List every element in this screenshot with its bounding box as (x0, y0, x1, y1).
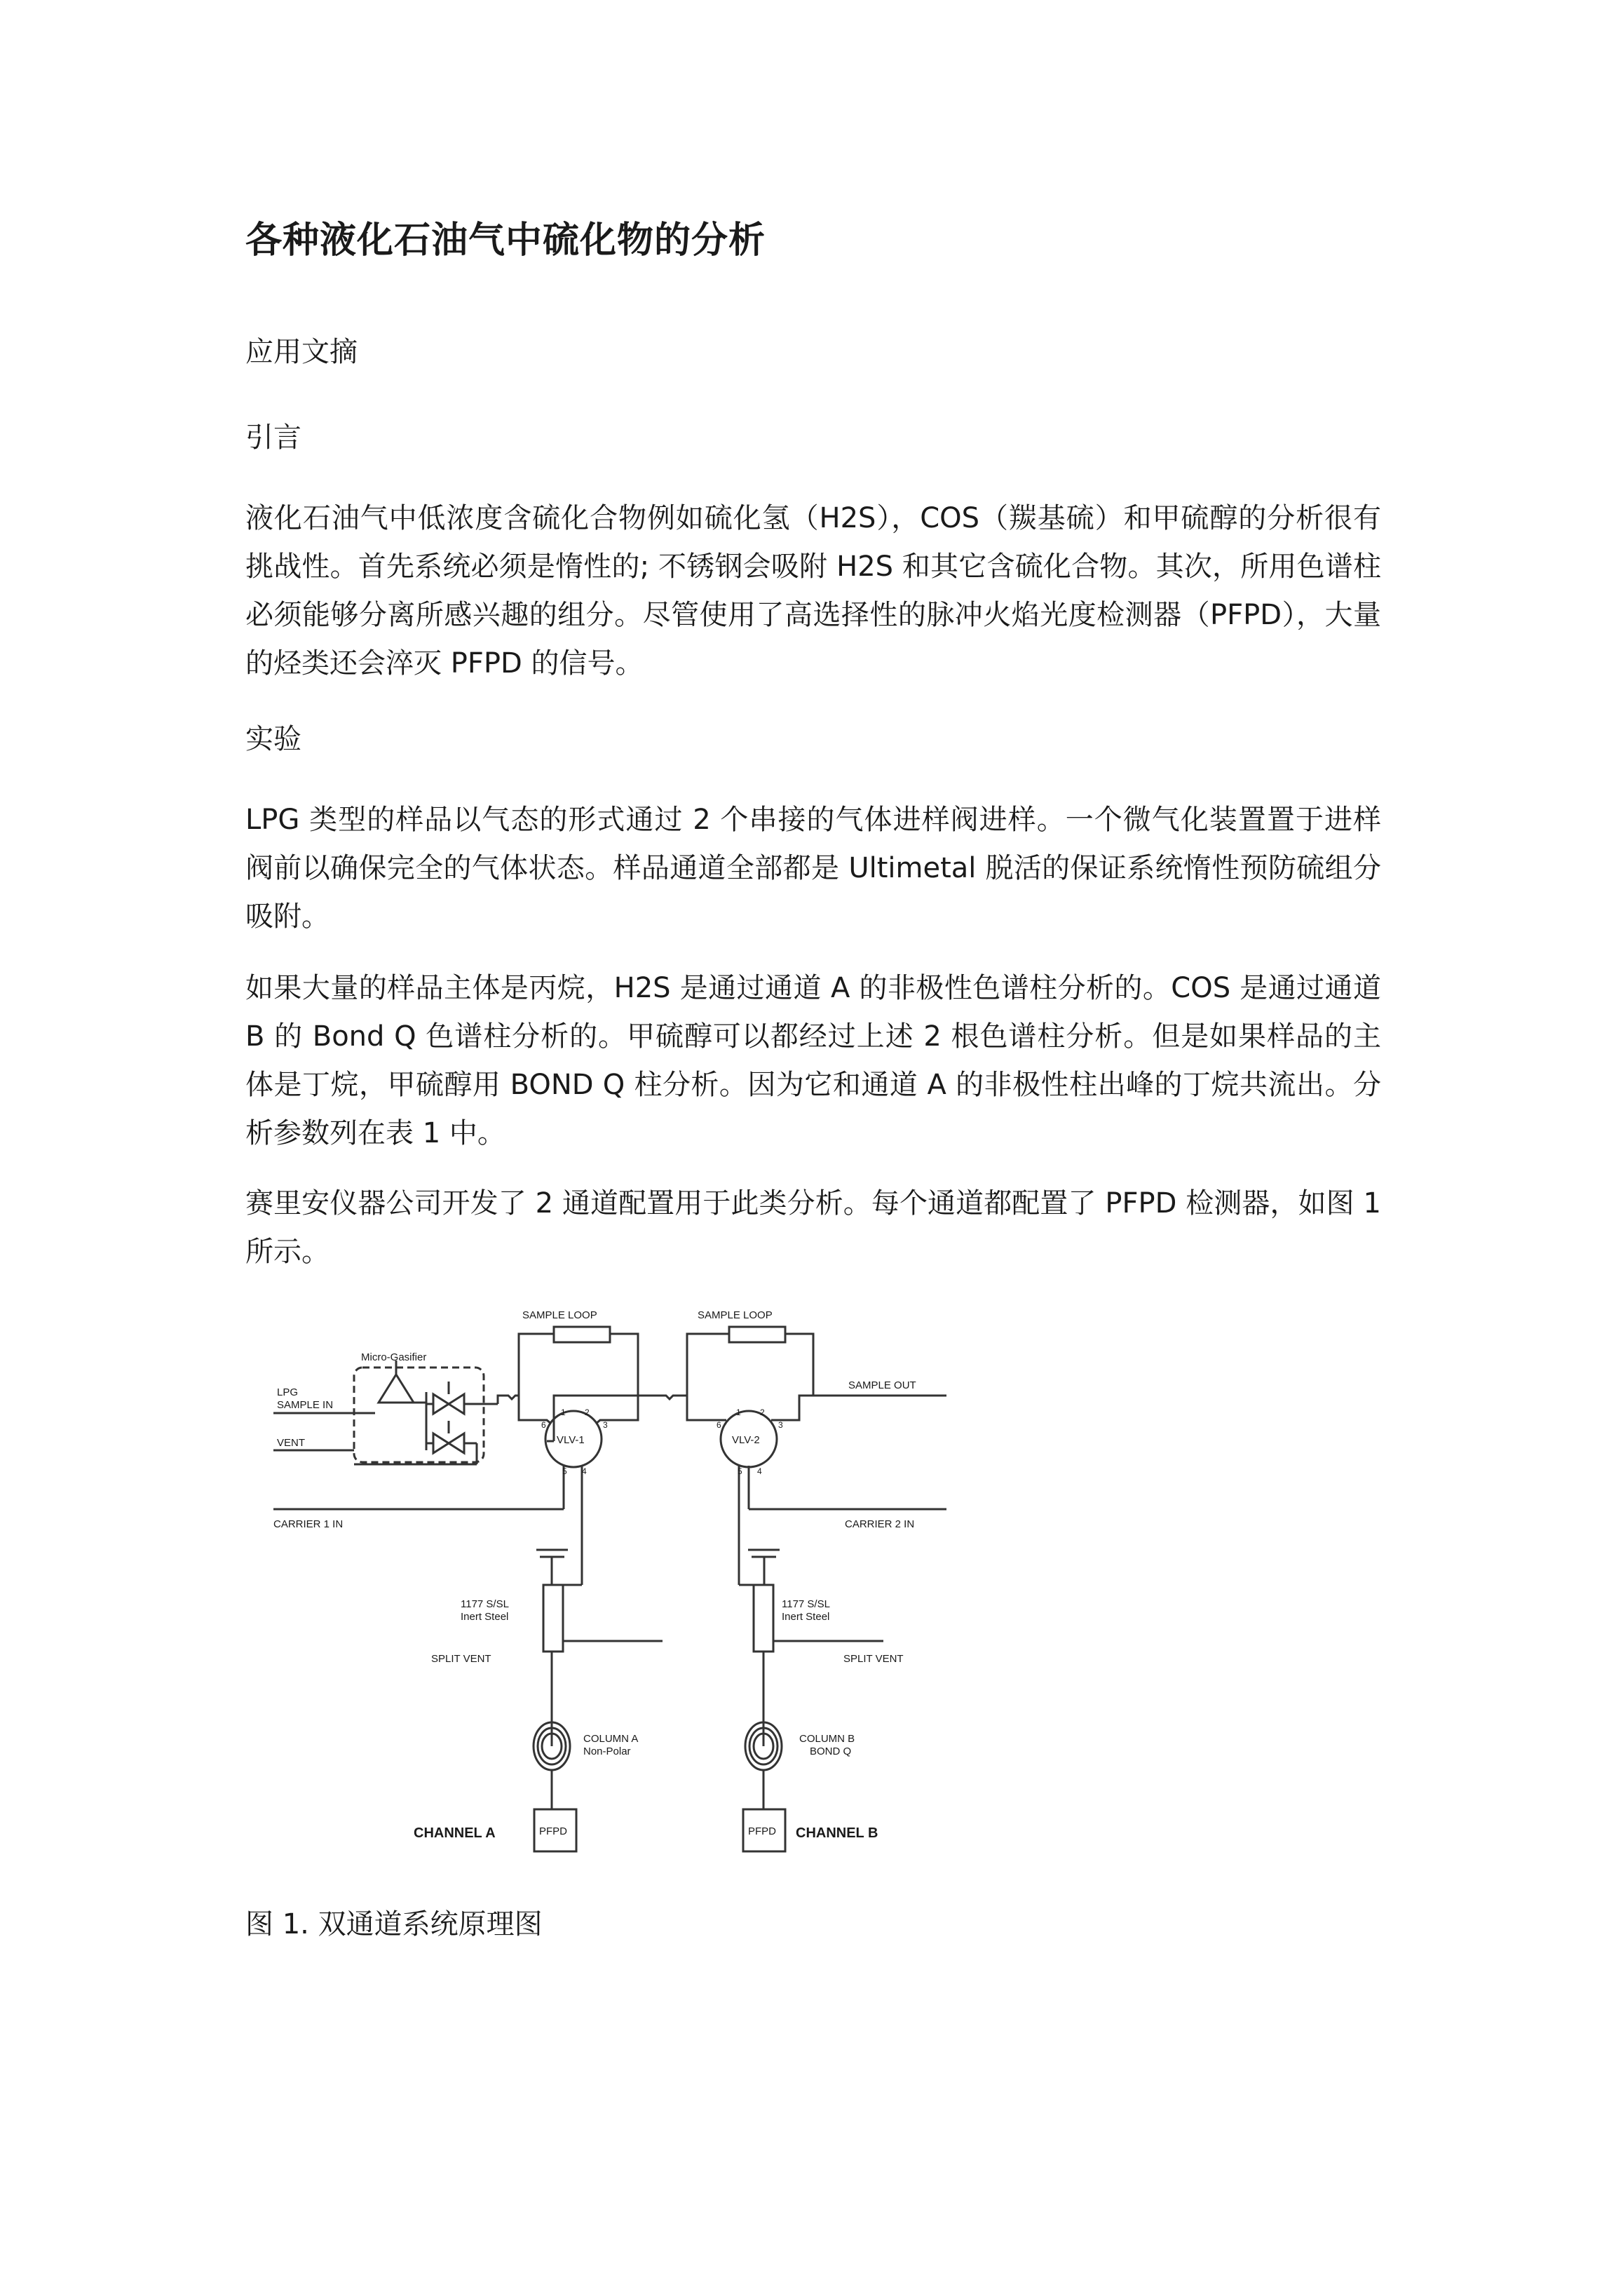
figure-caption: 图 1. 双通道系统原理图 (245, 1908, 543, 1940)
experiment-paragraph-1: LPG 类型的样品以气态的形式通过 2 个串接的气体进样阀进样。一个微气化装置置于进样阀前以确保完全的气体状态。样品通道全部都是 Ultimetal 脱活的保证系统惰性预防硫组分吸附。 (245, 804, 1381, 933)
sample-in-label: SAMPLE IN (277, 1399, 334, 1411)
valve-1-label: VLV-1 (557, 1434, 585, 1446)
channel-b-label: CHANNEL B (796, 1825, 878, 1841)
valve-1-port-2: 2 (585, 1407, 590, 1417)
detector-b-label: PFPD (748, 1825, 777, 1837)
vent-label: VENT (277, 1437, 306, 1449)
gasifier-triangle (379, 1375, 414, 1403)
schematic-svg (245, 1290, 967, 1879)
valve-2-label: VLV-2 (732, 1434, 760, 1446)
column-a-label-2: Non-Polar (583, 1745, 631, 1757)
split-vent-b-label: SPLIT VENT (843, 1653, 904, 1665)
channel-a-label: CHANNEL A (414, 1825, 496, 1841)
sample-out-label: SAMPLE OUT (848, 1379, 916, 1391)
injector-a-label-1: 1177 S/SL (461, 1598, 509, 1610)
document-type-label: 应用文摘 (245, 336, 358, 368)
valve-1-port-4: 4 (582, 1466, 587, 1476)
valve-1-port-5: 5 (562, 1466, 567, 1476)
sample-loop-2 (729, 1327, 785, 1342)
carrier-1-label: CARRIER 1 IN (273, 1518, 344, 1530)
valve-1-port-1: 1 (561, 1407, 566, 1417)
injector-b (754, 1585, 773, 1652)
sample-loop-1 (554, 1327, 610, 1342)
column-b-label-1: COLUMN B (799, 1733, 855, 1745)
valve-2-port-6: 6 (717, 1420, 721, 1430)
valve-2-port-1: 1 (736, 1407, 741, 1417)
carrier-2-label: CARRIER 2 IN (845, 1518, 915, 1530)
page-title: 各种液化石油气中硫化物的分析 (245, 220, 766, 262)
split-vent-a-label: SPLIT VENT (431, 1653, 491, 1665)
column-a-label-1: COLUMN A (583, 1733, 639, 1745)
injector-a (543, 1585, 563, 1652)
valve-2-port-3: 3 (778, 1420, 783, 1430)
column-b-label-2: BOND Q (810, 1745, 852, 1757)
sample-loop-1-label: SAMPLE LOOP (522, 1309, 597, 1321)
experiment-paragraph-2: 如果大量的样品主体是丙烷，H2S 是通过通道 A 的非极性色谱柱分析的。COS 是通过通道 B 的 Bond Q 色谱柱分析的。甲硫醇可以都经过上述 2 根色谱柱分析。但是如果样品的主体是丁烷，甲硫醇用 BOND Q 柱分析。因为它和通道 A 的非极性柱出峰的丁烷共流出。分析参数列在表 1 中。 (245, 972, 1381, 1149)
injector-b-label-1: 1177 S/SL (782, 1598, 830, 1610)
micro-gasifier-label: Micro-Gasifier (361, 1351, 427, 1363)
sample-loop-2-label: SAMPLE LOOP (698, 1309, 773, 1321)
injector-b-label-2: Inert Steel (782, 1611, 830, 1623)
valve-2-port-4: 4 (757, 1466, 762, 1476)
valve-2-port-2: 2 (760, 1407, 765, 1417)
valve-1-port-6: 6 (541, 1420, 546, 1430)
section-heading-intro: 引言 (245, 421, 301, 454)
dual-channel-schematic (245, 1290, 967, 1879)
experiment-paragraph-3: 赛里安仪器公司开发了 2 通道配置用于此类分析。每个通道都配置了 PFPD 检测器，如图 1 所示。 (245, 1187, 1381, 1268)
detector-a-label: PFPD (539, 1825, 568, 1837)
injector-a-label-2: Inert Steel (461, 1611, 509, 1623)
valve-2-port-5: 5 (738, 1466, 742, 1476)
lpg-label: LPG (277, 1386, 299, 1398)
intro-paragraph: 液化石油气中低浓度含硫化合物例如硫化氢（H2S），COS（羰基硫）和甲硫醇的分析很有挑战性。首先系统必须是惰性的; 不锈钢会吸附 H2S 和其它含硫化合物。其次，所用色谱柱必须能够分离所感兴趣的组分。尽管使用了高选择性的脉冲火焰光度检测器（PFPD），大量的烃类还会淬灭 PFPD 的信号。 (245, 502, 1381, 680)
valve-1-port-3: 3 (603, 1420, 608, 1430)
section-heading-experiment: 实验 (245, 723, 301, 755)
